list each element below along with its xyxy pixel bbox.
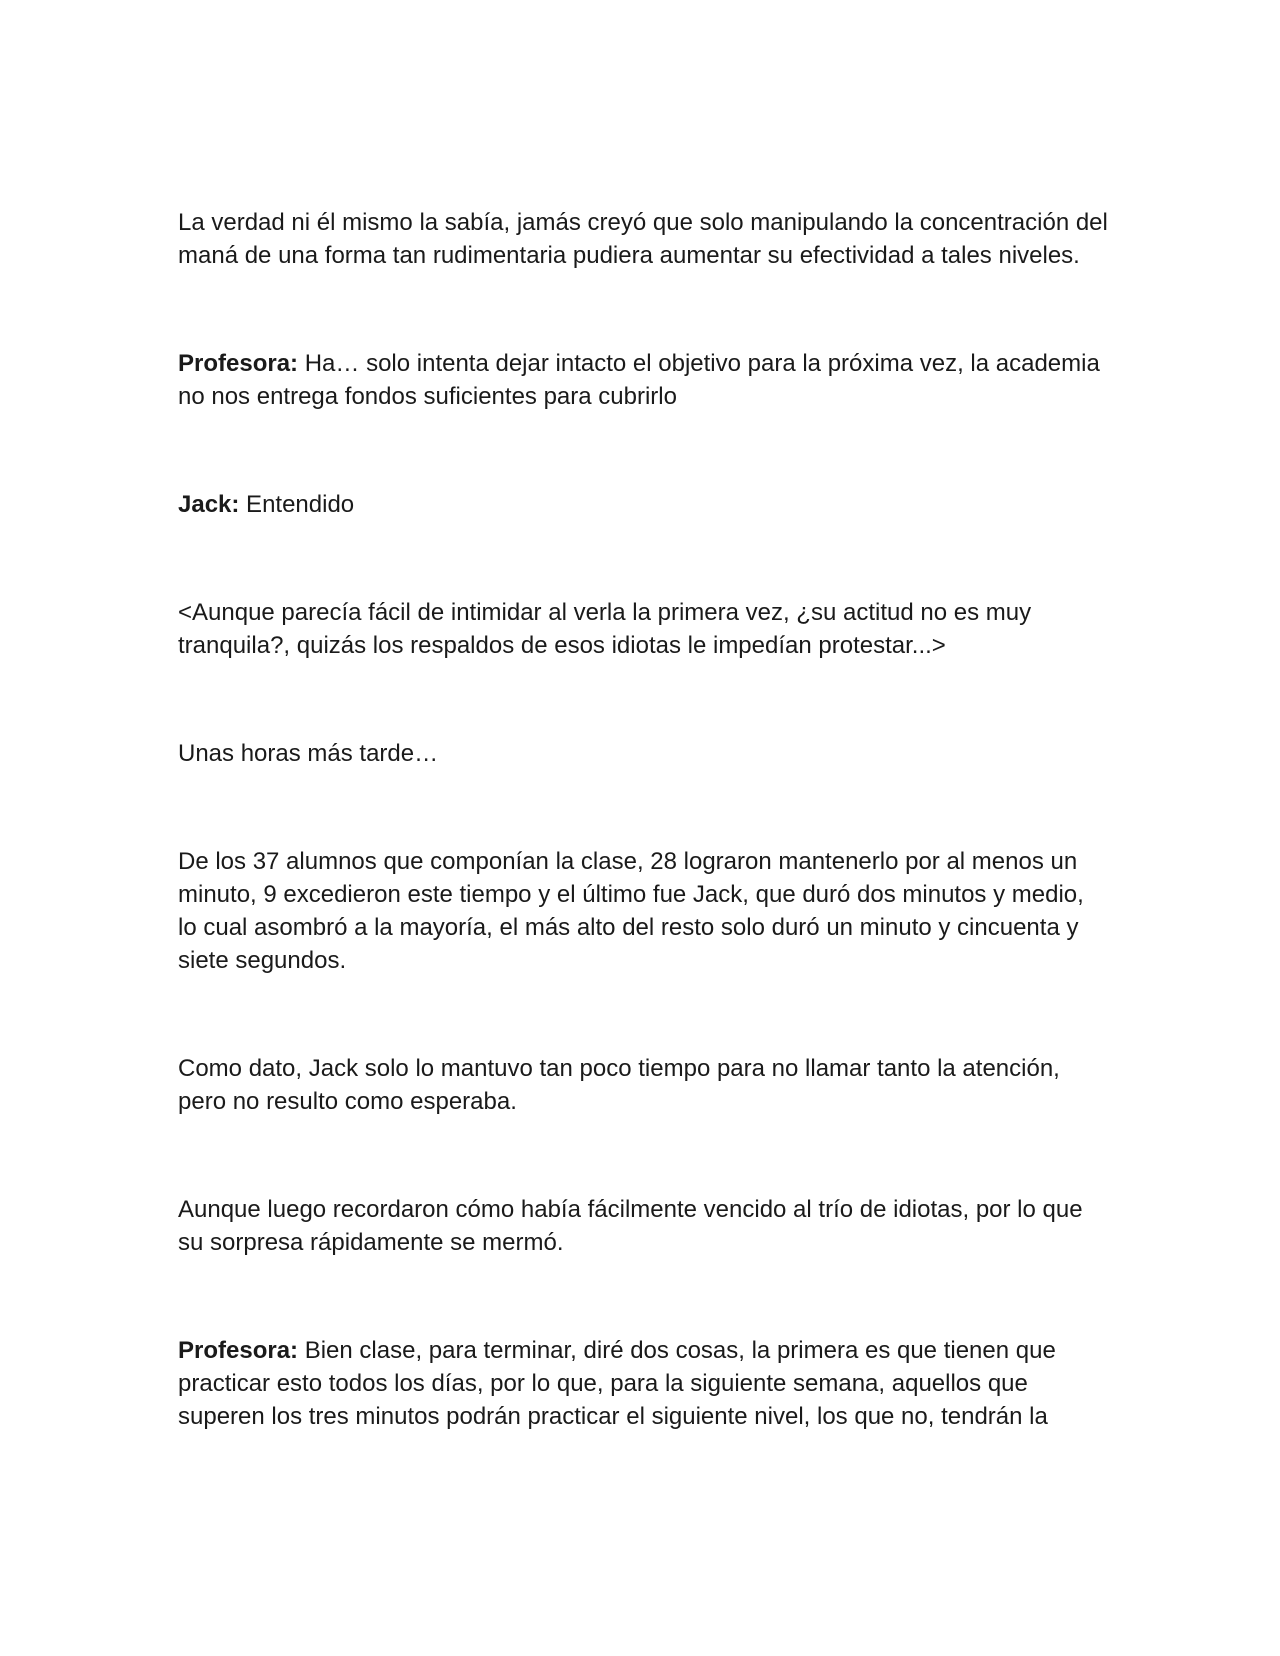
paragraph-narration-3 (178, 1052, 1108, 1118)
document-body (178, 206, 1108, 1433)
paragraph-narration-1 (178, 206, 1108, 272)
paragraph-text: Como dato, Jack solo lo mantuvo tan poco tiempo para no llamar tanto la atención, pero no resulto como esperaba. (178, 1055, 1060, 1115)
paragraph-text: <Aunque parecía fácil de intimidar al verla la primera vez, ¿su actitud no es muy tranquila?, quizás los respaldos de esos idiotas le impedían protestar...> (178, 599, 1032, 659)
paragraph-text: La verdad ni él mismo la sabía, jamás creyó que solo manipulando la concentración del maná de una forma tan rudimentaria pudiera aumentar su efectividad a tales niveles. (178, 209, 1108, 269)
speaker-label: Profesora: (178, 350, 299, 377)
paragraph-thought (178, 596, 1108, 662)
speaker-label: Profesora: (178, 1337, 299, 1364)
paragraph-narration-4 (178, 1193, 1108, 1259)
dialogue-text: Bien clase, para terminar, diré dos cosas, la primera es que tienen que practicar esto todos los días, por lo que, para la siguiente semana, aquellos que superen los tres minutos podrán practicar el siguiente nivel, los que no, tendrán la (178, 1337, 1056, 1430)
paragraph-dialogue-profesora-2 (178, 1334, 1108, 1433)
dialogue-text: Ha… solo intenta dejar intacto el objetivo para la próxima vez, la academia no nos entrega fondos suficientes para cubrirlo (178, 350, 1100, 410)
paragraph-text: Unas horas más tarde… (178, 740, 439, 767)
paragraph-dialogue-jack (178, 488, 1108, 521)
paragraph-narration-2 (178, 845, 1108, 977)
speaker-label: Jack: (178, 491, 240, 518)
paragraph-text: Aunque luego recordaron cómo había fácilmente vencido al trío de idiotas, por lo que su sorpresa rápidamente se mermó. (178, 1196, 1083, 1256)
paragraph-dialogue-profesora-1 (178, 347, 1108, 413)
paragraph-time-skip (178, 737, 1108, 770)
dialogue-text: Entendido (239, 491, 355, 518)
paragraph-text: De los 37 alumnos que componían la clase, 28 lograron mantenerlo por al menos un minuto, 9 excedieron este tiempo y el último fue Jack, que duró dos minutos y medio, lo cual asombró a la mayoría, el más alto del resto solo duró un minuto y cincuenta y siete segundos. (178, 848, 1084, 974)
